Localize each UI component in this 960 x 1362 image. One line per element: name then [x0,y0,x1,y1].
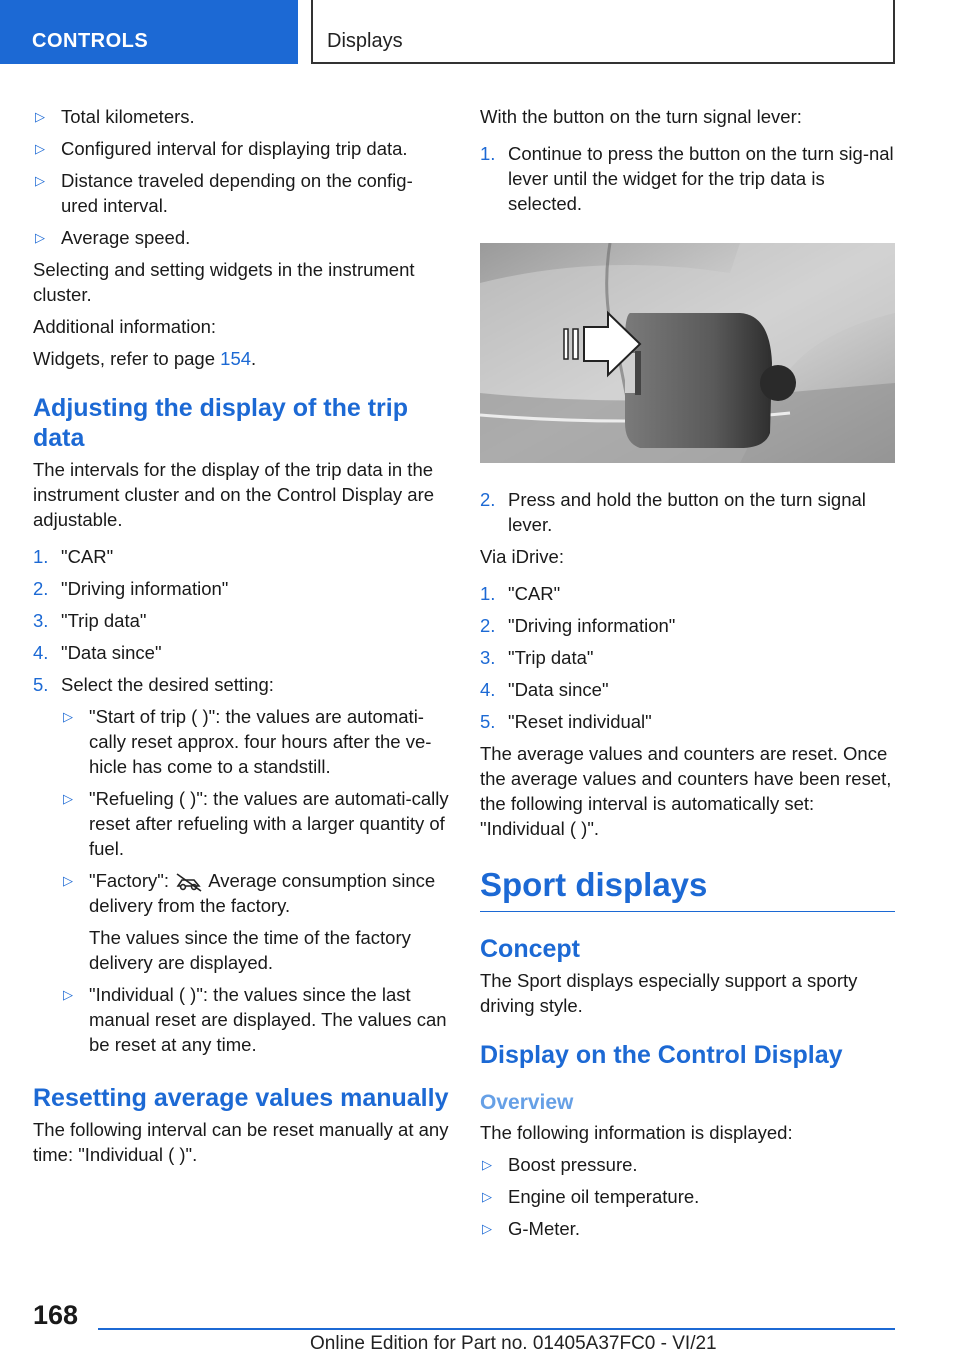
list-item: 4. "Data since" [480,679,609,700]
list-item: ▷ G-Meter. [482,1218,580,1239]
triangle-bullet-icon: ▷ [63,873,73,888]
heading-concept: Concept [480,935,580,963]
paragraph: Widgets, refer to page 154. [33,348,257,369]
paragraph: Additional information: [33,316,217,337]
list-item: 4. "Data since" [33,642,162,663]
triangle-bullet-icon: ▷ [63,987,73,1002]
chapter-header [311,0,895,64]
paragraph: The intervals for the display of the trip data in the instrument cluster and on the Control Display are adjustable. [33,459,435,530]
section-tab [0,0,298,64]
heading-control-display: Display on the Control Display [480,1041,843,1069]
list-item: ▷ Distance traveled depending on the config‐ured interval. [35,170,413,216]
triangle-bullet-icon: ▷ [63,791,73,806]
list-item: ▷ "Refueling ( )": the values are automati‐cally reset after refueling with a larger quantity of fuel. [63,788,449,859]
right-column [480,104,895,1248]
paragraph: The average values and counters are reset. Once the average values and counters have been reset, the following interval is automatically set: "Individual ( )". [480,743,892,839]
paragraph: Via iDrive: [480,546,564,567]
list-item: 2. "Driving information" [480,615,676,636]
paragraph: The following interval can be reset manually at any time: "Individual ( )". [33,1119,449,1165]
triangle-bullet-icon: ▷ [35,109,45,124]
section-label: CONTROLS [32,30,149,52]
paragraph: The Sport displays especially support a sporty driving style. [480,970,858,1016]
list-item: 2. Press and hold the button on the turn signal lever. [480,489,866,535]
car-factory-icon [174,872,204,892]
triangle-bullet-icon: ▷ [35,230,45,245]
paragraph: The following information is displayed: [480,1122,793,1143]
list-item: ▷ "Start of trip ( )": the values are automati‐cally reset approx. four hours after the ve‐hicle has come to a standstill. [63,706,432,777]
list-item: 2. "Driving information" [33,578,229,599]
list-item: ▷ Engine oil temperature. [482,1186,700,1207]
list-item: 3. "Trip data" [480,647,594,668]
triangle-bullet-icon: ▷ [482,1189,492,1204]
triangle-bullet-icon: ▷ [35,141,45,156]
triangle-bullet-icon: ▷ [35,173,45,188]
list-item: ▷ Configured interval for displaying trip data. [35,138,408,159]
page-number: 168 [33,1300,79,1330]
list-item: 5. Select the desired setting: [33,674,274,695]
list-item: ▷ "Individual ( )": the values since the last manual reset are displayed. The values can be reset at any time. [63,984,447,1055]
chapter-title: Displays [327,30,403,52]
triangle-bullet-icon: ▷ [482,1221,492,1236]
left-column [33,104,449,1174]
triangle-bullet-icon: ▷ [482,1157,492,1172]
list-item: ▷ Boost pressure. [482,1154,638,1175]
list-item: 5. "Reset individual" [480,711,652,732]
list-item: 1. "CAR" [480,583,561,604]
heading-adjusting-display: Adjusting the display of the trip data [33,394,408,452]
heading-overview: Overview [480,1091,574,1114]
list-item: ▷ Total kilometers. [35,106,195,127]
footer-edition: Online Edition for Part no. 01405A37FC0 - VI/21 [310,1333,717,1354]
list-item: 1. Continue to press the button on the turn sig‐nal lever until the widget for the trip data is selected. [480,143,894,214]
list-item: ▷ Average speed. [35,227,191,248]
paragraph: With the button on the turn signal lever: [480,106,802,127]
triangle-bullet-icon: ▷ [63,709,73,724]
paragraph: Selecting and setting widgets in the instrument cluster. [33,259,415,305]
heading-sport-displays: Sport displays [480,865,895,912]
turn-signal-lever-button-image [480,243,895,463]
list-item: ▷ "Factory": Average consumption since delivery from the factory. [63,870,436,916]
footer-divider [98,1328,895,1330]
paragraph: The values since the time of the factory delivery are displayed. [89,927,411,973]
list-item: 3. "Trip data" [33,610,147,631]
heading-resetting-values: Resetting average values manually [33,1084,449,1112]
page-link[interactable]: 154 [220,348,252,369]
list-item: 1. "CAR" [33,546,114,567]
